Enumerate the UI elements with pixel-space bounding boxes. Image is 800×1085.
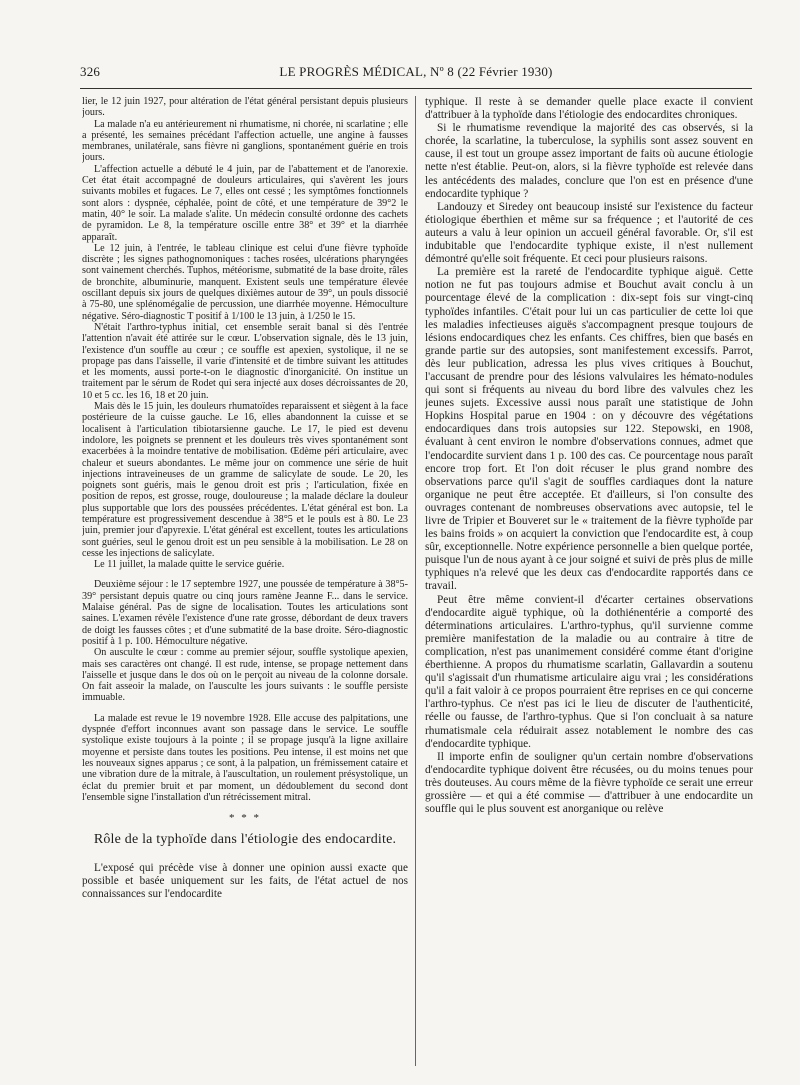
paragraph: L'affection actuelle a débuté le 4 juin, par de l'abattement et de l'anorexie. Cet état était accompagné de douleurs articulaires, qui s'avèrent les jours suivants mobiles et fugaces. Le 7, elles ont cessé ; les symptômes fonctionnels sont alors : dyspnée, céphalée, point de côté, et une température de 39°2 le matin, 40° le soir. La malade s'alite. Un médecin consulté ordonne des cachets de pyramidon. Le 8, la température oscille entre 38° et 39° et la diarrhée apparaît. xyxy=(82,163,408,243)
paragraph: La première est la rareté de l'endocardite typhique aiguë. Cette notion ne fut pas toujours admise et Bouchut avait conclu à un pourcentage élevé de la complication : dix-sept fois sur vingt-cinq typhoïdes infantiles. C'était pour lui un cas particulier de cette loi que les maladies infectieuses aiguës s'accompagnent presque toujours de lésions endocardiques chez les enfants. Ces chiffres, bien que basés en grande partie sur des autopsies, sont manifestement excessifs. Parrot, dès leur publication, adressa les plus vives critiques à Bouchut, l'accusant de prendre pour des lésions valvulaires les hémato-nodules qui sont si fréquents au niveau du bord libre des valvules chez les jeunes sujets. Excessive aussi nous paraît une statistique de John Hopkins Hospital parue en 1904 : on y découvre des végétations endocardiques dans trois autopsies sur 122. Stepowski, en 1908, évaluant à cent environ le nombre d'observations connues, admet que l'endocardite survient dans 1 p. 100 des cas. Ce pourcentage nous paraît encore trop fort. Et l'on doit récuser le plus grand nombre des observations parce qu'il s'agit de souffles cardiaques dont la nature organique ne peut être acceptée. Et d'ailleurs, si l'on consulte des ouvrages contenant de nombreuses observations avec autopsie, tel le livre de Tripier et Bouveret sur le « traitement de la fièvre typhoïde par les bains froids » on acquiert la conviction que l'endocardite est, à coup sûr, exceptionnelle. Notre expérience personnelle a bien quelque portée, puisque l'un de nous ayant à ce jour soigné et suivi de près plus de mille typhiques n'a relevé que les deux cas d'endocardite rapportés dans ce travail. xyxy=(425,266,753,593)
paragraph: Il importe enfin de souligner qu'un certain nombre d'observations d'endocardite typhique doivent être récusées, ou du moins tenues pour très douteuses. Au cours même de la fièvre typhoïde ce serait une erreur grossière — et qui a été commise — d'attribuer à une endocardite un souffle qui le plus souvent est anorganique ou relève xyxy=(425,750,753,816)
paragraph: N'était l'arthro-typhus initial, cet ensemble serait banal si dès l'entrée l'attention n'avait été attirée sur le cœur. L'observation signale, dès le 13 juin, l'existence d'un souffle au cœur ; ce souffle est apexien, systolique, il ne se propage pas dans l'aisselle, il varie d'intensité et de timbre suivant les attitudes et les moments, aussi porte-t-on le diagnostic d'inorganicité. On institue un traitement par le sérum de Rodet qui sera injecté aux doses décroissantes de 20, 10 et 5 cc. les 16, 18 et 20 juin. xyxy=(82,321,408,401)
paragraph: On ausculte le cœur : comme au premier séjour, souffle systolique apexien, mais ses caractères ont changé. Il est rude, intense, se propage nettement dans l'aisselle et jusque dans le dos où on le perçoit au niveau de la colonne dorsale. On fait asseoir la malade, on l'ausculte les jours suivants : le souffle persiste immuable. xyxy=(82,647,408,704)
paragraph: Landouzy et Siredey ont beaucoup insisté sur l'existence du facteur étiologique éberthien et même sur sa fréquence ; et l'autorité de ces auteurs a valu à leur opinion un accueil général favorable. Or, s'il est indubitable que l'endocardite typhique existe, il n'est nullement démontré qu'elle soit fréquente. Et ceci pour plusieurs raisons. xyxy=(425,200,753,266)
column-divider xyxy=(415,96,416,1066)
paragraph: La malade n'a eu antérieurement ni rhumatisme, ni chorée, ni scarlatine ; elle a présenté, les semaines précédant l'affection actuelle, une angine à fausses membranes, unilatérale, sans fièvre ni ganglions, spontanément guérie en trois jours. xyxy=(82,118,408,164)
running-title: LE PROGRÈS MÉDICAL, Nº 8 (22 Février 1930) xyxy=(279,64,553,79)
paragraph: Peut être même convient-il d'écarter certaines observations d'endocardite aiguë typhique, où la dothiénentérie a comporté des déterminations articulaires. L'arthro-typhus, qu'il survienne comme première manifestation de la maladie ou au contraire à titre de complication, n'est pas unanimement considéré comme étant d'origine éberthienne. A propos du rhumatisme scarlatin, Gallavardin a soutenu qu'il s'agissait d'un rhumatisme articulaire aigu vrai ; les considérations qu'il a fait valoir à ce propos pourraient être reprises en ce qui concerne l'arthro-typhus. Ce n'est pas ici le lieu de discuter de l'authenticité, réelle ou fausse, de l'arthro-typhus. Que si l'on concluait à sa nature rhumatismale cela réduirait assez notablement le nombre des cas d'endocardite typhique. xyxy=(425,593,753,750)
paragraph: Deuxième séjour : le 17 septembre 1927, une poussée de température à 38°5-39° persistant depuis quatre ou cinq jours ramène Jeanne F... dans le service. Malaise général. Pas de signe de localisation. Toutes les articulations sont saines. L'examen révèle l'existence d'une rate grosse, débordant de deux travers de doigt les fausses côtes ; et d'une submatité de la base droite. Séro-diagnostic positif à 1 p. 100. Hémoculture négative. xyxy=(82,579,408,647)
right-column xyxy=(425,96,753,1066)
paragraph: Mais dès le 15 juin, les douleurs rhumatoïdes reparaissent et siègent à la face postérieure de la cuisse gauche. Le 16, elles abandonnent la cuisse et se localisent à l'articulation tibiotarsienne gauche. Le 17, le pied est devenu indolore, les poignets se prennent et les douleurs très vives spontanément sont exacerbées à la moindre tentative de mobilisation. Œdème péri articulaire, avec chaleur et sueurs abondantes. Le même jour on commence une série de huit injections intraveineuses de un gramme de salicylate de soude. Le 20, les poignets sont guéris, mais le genou droit est pris ; l'articulation, fixée en position de repos, est grosse, rouge, douloureuse ; la malade déclare la douleur plus supportable que lors des poussées précédentes. L'état général est bon. La température est progressivement descendue à 38°5 et le pouls est à 80. Le 23 juin, premier jour d'apyrexie. L'état général est excellent, toutes les articulations sont guéries, seul le genou droit est un peu sensible à la mobilisation. Le 28 on cesse les injections de salicylate. xyxy=(82,401,408,559)
paragraph: lier, le 12 juin 1927, pour altération de l'état général persistant depuis plusieurs jours. xyxy=(82,96,408,119)
paragraph: typhique. Il reste à se demander quelle place exacte il convient d'attribuer à la typhoïde dans l'étiologie des endocardites chroniques. xyxy=(425,96,753,122)
paragraph: Si le rhumatisme revendique la majorité des cas observés, si la chorée, la scarlatine, la tuberculose, la syphilis sont assez souvent en cause, il est tout un groupe assez important de faits où aucune étiologie nette n'est établie. Peut-on, alors, si la fièvre typhoïde est relevée dans les antécédents des malades, conclure que l'on est en présence d'une endocardite typhique ? xyxy=(425,122,753,200)
section-title: Rôle de la typhoïde dans l'étiologie des endocardite. xyxy=(93,832,397,848)
section-separator: * * * xyxy=(229,812,261,825)
header-rule xyxy=(80,88,752,89)
paragraph: Le 12 juin, à l'entrée, le tableau clinique est celui d'une fièvre typhoïde discrète ; les signes pathognomoniques : taches rosées, ulcérations pharyngées sont vainement cherchés. Tuphos, météorisme, submatité de la base droite, râles de bronchite, albuminurie, manquent. Existent seuls une température élevée oscillant depuis six jours de quelques dixièmes autour de 39°, un pouls dissocié à 75-80, une splénomégalie de percussion, une diarrhée moyenne. Hémoculture négative. Séro-diagnostic T positif à 1/100 le 13 juin, à 1/250 le 15. xyxy=(82,242,408,322)
page-header xyxy=(80,60,752,82)
paragraph: L'exposé qui précède vise à donner une opinion aussi exacte que possible et basée uniquement sur les faits, de l'état actuel de nos connaissances sur l'endocardite xyxy=(82,862,408,901)
page-number: 326 xyxy=(80,64,101,79)
left-column xyxy=(82,96,408,1066)
paragraph: La malade est revue le 19 novembre 1928. Elle accuse des palpitations, une dyspnée d'effort inconnues avant son passage dans le service. Le souffle systolique existe toujours à la pointe ; il se propage jusqu'à la ligne axillaire moyenne et persiste dans toutes les positions. Peu intense, il est moins net que les nouveaux signes apparus ; ce sont, à la palpation, un frémissement cataire et une vibration dure de la mitrale, à l'auscultation, un roulement présystolique, un éclat du premier bruit et par moment, un dédoublement du second dont l'ensemble signe l'installation d'un rétrécissement mitral. xyxy=(82,712,408,803)
paragraph: Le 11 juillet, la malade quitte le service guérie. xyxy=(94,559,285,571)
